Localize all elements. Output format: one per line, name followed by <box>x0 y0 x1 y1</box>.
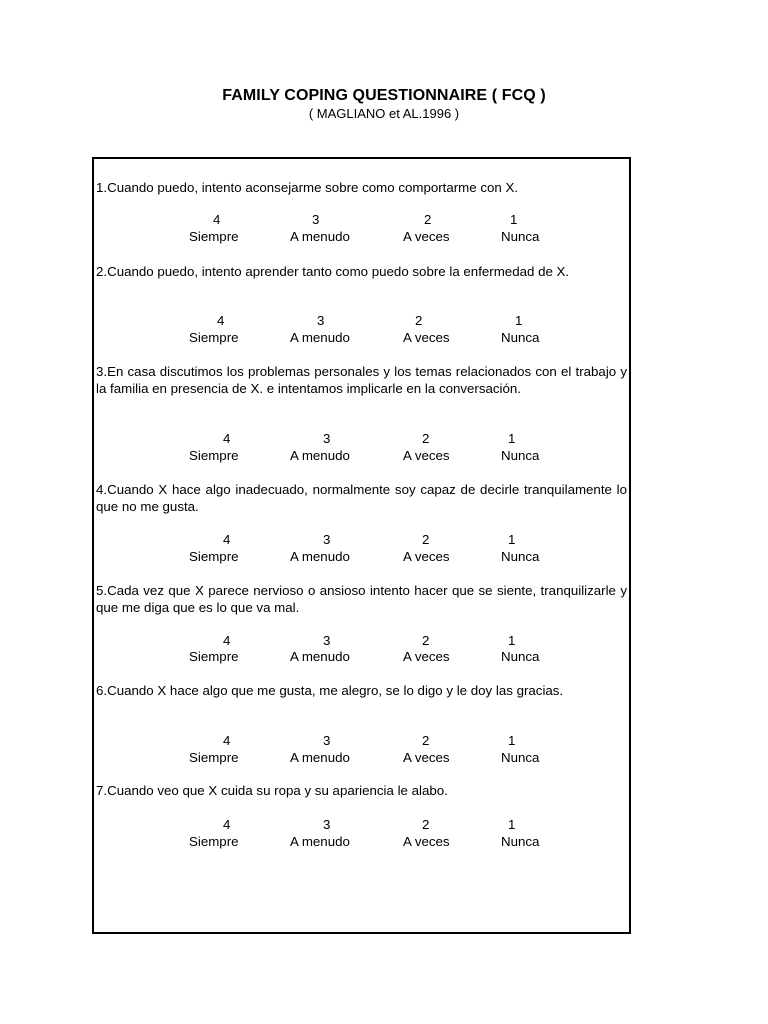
scale-value-4: 4 <box>217 313 225 328</box>
question-text: 2.Cuando puedo, intento aprender tanto como puedo sobre la enfermedad de X. <box>96 264 570 279</box>
scale-label-a-veces: A veces <box>403 834 450 849</box>
scale-value-3: 3 <box>323 633 331 648</box>
question-text: 4.Cuando X hace algo inadecuado, normalmente soy capaz de decirle tranquilamente lo que no me gusta. <box>96 482 627 514</box>
scale-value-1: 1 <box>508 733 516 748</box>
scale-value-1: 1 <box>515 313 523 328</box>
scale-label-siempre: Siempre <box>189 834 239 849</box>
scale-label-siempre: Siempre <box>189 750 239 765</box>
scale-value-1: 1 <box>508 817 516 832</box>
scale-label-a-veces: A veces <box>403 229 450 244</box>
scale-label-nunca: Nunca <box>501 649 540 664</box>
scale-label-siempre: Siempre <box>189 549 239 564</box>
scale-value-4: 4 <box>213 212 221 227</box>
question-7 <box>96 782 627 799</box>
question-4 <box>96 481 627 515</box>
page-title: FAMILY COPING QUESTIONNAIRE ( FCQ ) <box>222 87 546 104</box>
scale-label-a-menudo: A menudo <box>290 330 350 345</box>
scale-label-siempre: Siempre <box>189 229 239 244</box>
scale-value-1: 1 <box>508 532 516 547</box>
scale-label-a-veces: A veces <box>403 649 450 664</box>
scale-value-3: 3 <box>323 817 331 832</box>
scale-value-2: 2 <box>422 633 430 648</box>
scale-label-siempre: Siempre <box>189 330 239 345</box>
question-text: 1.Cuando puedo, intento aconsejarme sobre como comportarme con X. <box>96 180 519 195</box>
question-5 <box>96 582 627 616</box>
scale-value-2: 2 <box>422 817 430 832</box>
scale-value-3: 3 <box>323 733 331 748</box>
scale-value-4: 4 <box>223 733 231 748</box>
page-subtitle: ( MAGLIANO et AL.1996 ) <box>308 106 460 121</box>
question-text: 7.Cuando veo que X cuida su ropa y su apariencia le alabo. <box>96 783 448 798</box>
scale-value-4: 4 <box>223 532 231 547</box>
scale-value-2: 2 <box>422 431 430 446</box>
scale-value-4: 4 <box>223 431 231 446</box>
scale-value-2: 2 <box>415 313 423 328</box>
scale-label-nunca: Nunca <box>501 448 540 463</box>
question-text: 5.Cada vez que X parece nervioso o ansioso intento hacer que se siente, tranquilizarle y que me diga que es lo que va mal. <box>96 583 627 615</box>
question-text: 6.Cuando X hace algo que me gusta, me alegro, se lo digo y le doy las gracias. <box>96 683 564 698</box>
scale-label-a-menudo: A menudo <box>290 549 350 564</box>
scale-value-1: 1 <box>510 212 518 227</box>
scale-label-a-veces: A veces <box>403 549 450 564</box>
scale-label-a-veces: A veces <box>403 330 450 345</box>
scale-label-a-veces: A veces <box>403 750 450 765</box>
scale-label-a-veces: A veces <box>403 448 450 463</box>
scale-label-siempre: Siempre <box>189 448 239 463</box>
scale-label-nunca: Nunca <box>501 750 540 765</box>
question-text: 3.En casa discutimos los problemas personales y los temas relacionados con el trabajo y la familia en presencia de X. e intentamos implicarle en la conversación. <box>96 364 627 396</box>
scale-label-nunca: Nunca <box>501 834 540 849</box>
scale-value-4: 4 <box>223 633 231 648</box>
scale-label-a-menudo: A menudo <box>290 649 350 664</box>
scale-value-3: 3 <box>317 313 325 328</box>
scale-value-2: 2 <box>424 212 432 227</box>
scale-value-4: 4 <box>223 817 231 832</box>
scale-label-nunca: Nunca <box>501 330 540 345</box>
scale-label-a-menudo: A menudo <box>290 229 350 244</box>
scale-value-1: 1 <box>508 633 516 648</box>
scale-value-2: 2 <box>422 532 430 547</box>
scale-label-nunca: Nunca <box>501 229 540 244</box>
question-6 <box>96 682 627 699</box>
scale-value-3: 3 <box>312 212 320 227</box>
scale-value-2: 2 <box>422 733 430 748</box>
question-3 <box>96 363 627 397</box>
scale-value-1: 1 <box>508 431 516 446</box>
question-2 <box>96 263 627 280</box>
scale-value-3: 3 <box>323 532 331 547</box>
scale-label-siempre: Siempre <box>189 649 239 664</box>
scale-label-a-menudo: A menudo <box>290 448 350 463</box>
scale-value-3: 3 <box>323 431 331 446</box>
scale-label-nunca: Nunca <box>501 549 540 564</box>
scale-label-a-menudo: A menudo <box>290 750 350 765</box>
question-1 <box>96 179 627 196</box>
scale-label-a-menudo: A menudo <box>290 834 350 849</box>
